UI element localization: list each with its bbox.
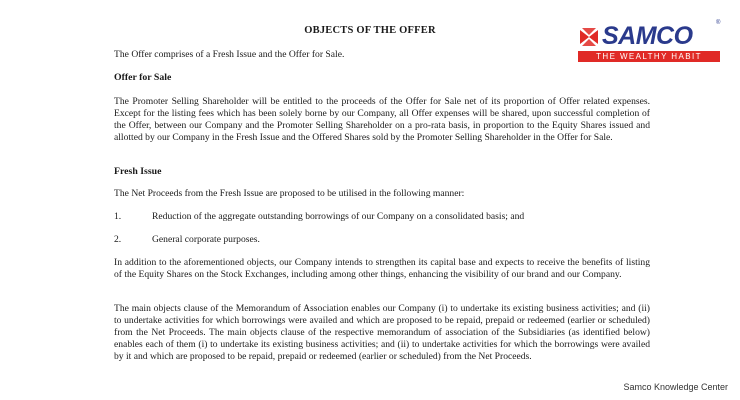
- samco-logo: [578, 20, 724, 64]
- footer-credit: Samco Knowledge Center: [623, 382, 728, 392]
- page-title: OBJECTS OF THE OFFER: [304, 25, 436, 36]
- addition-paragraph: In addition to the aforementioned objects, our Company intends to strengthen its capital base and expects to receive the benefits of listing of the Equity Shares on the Stock Exchanges, including among other things, enhancing the visibility of our brand and our Company.: [114, 257, 650, 281]
- list-item-number: 2.: [114, 234, 122, 245]
- offer-for-sale-paragraph: The Promoter Selling Shareholder will be entitled to the proceeds of the Offer for Sale net of its proportion of Offer related expenses. Except for the listing fees which has been solely borne by our Company, all Offer expenses will be shared, upon successful completion of the Offer, between our Company and the Promoter Selling Shareholder on a pro-rata basis, in proportion to the Equity Shares issued and allotted by our Company in the Fresh Issue and the Offered Shares sold by the Promoter Selling Shareholder in the Offer for Sale.: [114, 96, 650, 144]
- registered-mark: ®: [716, 20, 721, 26]
- brand-tagline: THE WEALTHY HABIT: [578, 51, 720, 62]
- list-item-number: 1.: [114, 211, 122, 222]
- offer-for-sale-heading: Offer for Sale: [114, 72, 172, 83]
- intro-paragraph: The Offer comprises of a Fresh Issue and the Offer for Sale.: [114, 49, 345, 60]
- fresh-issue-lead: The Net Proceeds from the Fresh Issue are proposed to be utilised in the following manner:: [114, 188, 465, 199]
- brand-name: SAMCO: [602, 22, 693, 50]
- list-item-text: Reduction of the aggregate outstanding borrowings of our Company on a consolidated basis; and: [152, 211, 525, 222]
- list-item-text: General corporate purposes.: [152, 234, 260, 245]
- main-objects-paragraph: The main objects clause of the Memorandum of Association enables our Company (i) to undertake its existing business activities; and (ii) to undertake activities for which borrowings were availed and which are proposed to be repaid, prepaid or redeemed (earlier or scheduled) from the Net Proceeds. The main objects clause of the respective memorandum of association of the Subsidiaries (as identified below) enables each of them (i) to undertake its existing business activities; and (ii) to undertake activities for which the borrowings were availed by it and which are proposed to be repaid, prepaid or redeemed (earlier or scheduled) from the Net Proceeds.: [114, 303, 650, 363]
- fresh-issue-heading: Fresh Issue: [114, 166, 162, 177]
- samco-logo-mark-icon: [578, 26, 600, 48]
